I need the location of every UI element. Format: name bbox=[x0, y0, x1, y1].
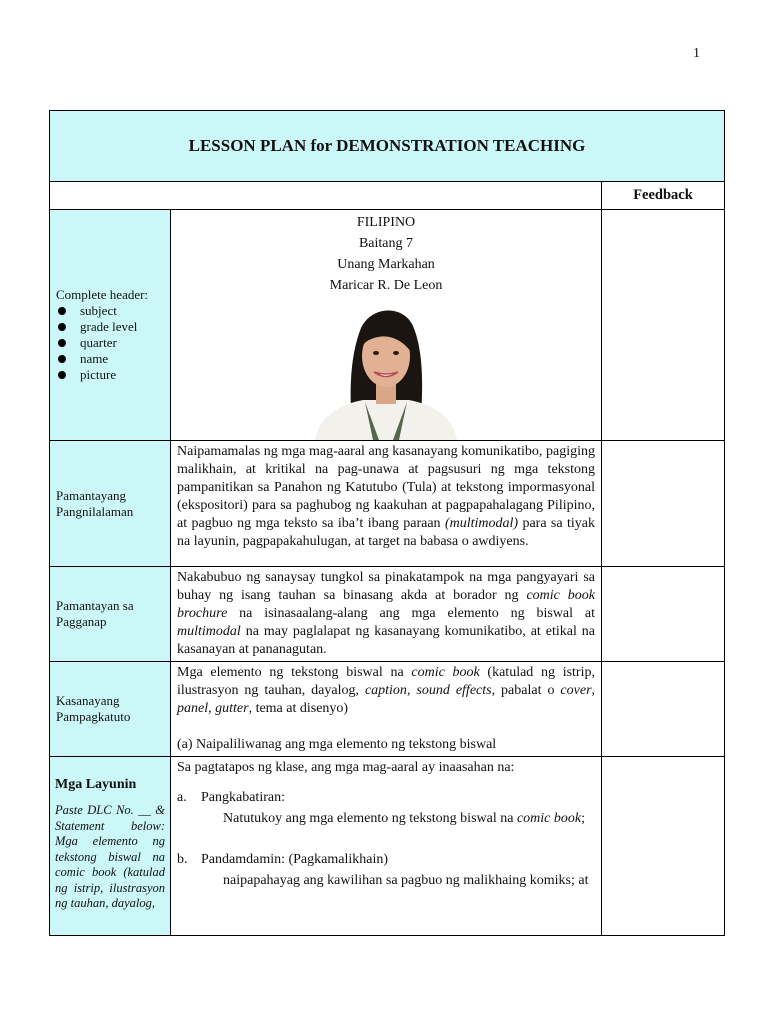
list-item: grade level bbox=[56, 319, 164, 335]
header-content-cell bbox=[171, 210, 602, 441]
kasanayan-label-cell: Kasanayang Pampagkatuto bbox=[50, 662, 171, 757]
objective-b-heading: b. Pandamdamin: (Pagkamalikhain) bbox=[177, 852, 389, 867]
layunin-label-cell bbox=[50, 757, 171, 936]
pagganap-row bbox=[50, 567, 725, 662]
pagganap-content: Nakabubuo ng sanaysay tungkol sa pinakatampok na mga pangyayari sa buhay ng isang tauhan sa binasang akda at borador ng comic book brochure na isinasaalang-alang ang mga elemento ng biswal at multimodal na may paglalapat ng kasanayang komunikatibo, at etikal na kasanayan at pananagutan. bbox=[171, 567, 602, 662]
objective-a-text: Natutukoy ang mga elemento ng tekstong biswal na comic book; bbox=[223, 811, 585, 826]
pangnilalaman-row bbox=[50, 441, 725, 567]
feedback-header: Feedback bbox=[602, 182, 725, 210]
quarter: Unang Markahan bbox=[337, 257, 435, 272]
dlc-note: Paste DLC No. __ & Statement below: Mga elemento ng tekstong biswal na comic book (katulad ng istrip, ilustrasyon ng tauhan, dayalog, bbox=[55, 803, 165, 910]
bullet-icon bbox=[58, 371, 66, 379]
page-number: 1 bbox=[693, 46, 700, 61]
bullet-icon bbox=[58, 307, 66, 315]
blank-header-cell bbox=[50, 182, 602, 210]
complete-header-label: Complete header: bbox=[56, 287, 149, 302]
bullet-icon bbox=[58, 339, 66, 347]
lesson-plan-table bbox=[49, 110, 725, 936]
list-item: subject bbox=[56, 303, 164, 319]
competency-item: (a) Naipaliliwanag ang mga elemento ng tekstong biswal bbox=[177, 737, 497, 752]
pangnilalaman-label-cell: Pamantayang Pangnilalaman bbox=[50, 441, 171, 567]
list-item: quarter bbox=[56, 335, 164, 351]
subject: FILIPINO bbox=[356, 215, 416, 230]
objective-a-heading: a. Pangkabatiran: bbox=[177, 790, 285, 805]
bullet-icon bbox=[58, 323, 66, 331]
lesson-plan-title: LESSON PLAN for DEMONSTRATION TEACHING bbox=[50, 111, 725, 182]
feedback-cell bbox=[602, 662, 725, 757]
teacher-name: Maricar R. De Leon bbox=[329, 278, 443, 293]
feedback-cell bbox=[602, 210, 725, 441]
feedback-cell bbox=[602, 567, 725, 662]
objectives-intro: Sa pagtatapos ng klase, ang mga mag-aaral ay inaasahan na: bbox=[177, 760, 515, 775]
pangnilalaman-content: Naipamamalas ng mga mag-aaral ang kasanayang komunikatibo, pagiging malikhain, at kritikal na pag-unawa at pagsusuri ng mga tekstong pampanitikan sa Panahon ng Katutubo (Tula) at tekstong impormasyonal (ekspositori) para sa paghubog ng kaakuhan at pagpapahalagang Pilipino, at pagbuo ng mga teksto sa iba’t ibang paraan (multimodal) para sa tiyak na layunin, pagpapakahulugan, at target na babasa o awdiyens. bbox=[171, 441, 602, 567]
kasanayan-row bbox=[50, 662, 725, 757]
header-row bbox=[50, 210, 725, 441]
pagganap-label-cell: Pamantayan sa Pagganap bbox=[50, 567, 171, 662]
kasanayan-content: Mga elemento ng tekstong biswal na comic book (katulad ng istrip, ilustrasyon ng tauhan, dayalog, caption, sound effects, pabalat o cover, panel, gutter, tema at disenyo) (a) Naipaliliwanag ang mga elemento ng tekstong biswal bbox=[171, 662, 602, 757]
teacher-photo bbox=[313, 298, 459, 440]
header-requirements-list bbox=[56, 303, 164, 383]
list-item: name bbox=[56, 351, 164, 367]
objective-b-text: naipapahayag ang kawilihan sa pagbuo ng malikhaing komiks; at bbox=[223, 873, 589, 888]
grade-level: Baitang 7 bbox=[358, 236, 414, 251]
layunin-content bbox=[171, 757, 602, 936]
list-item: picture bbox=[56, 367, 164, 383]
layunin-row bbox=[50, 757, 725, 936]
feedback-cell bbox=[602, 441, 725, 567]
header-label-cell bbox=[50, 210, 171, 441]
feedback-cell bbox=[602, 757, 725, 936]
feedback-header-row bbox=[50, 182, 725, 210]
bullet-icon bbox=[58, 355, 66, 363]
objectives-title: Mga Layunin bbox=[55, 777, 137, 792]
title-row bbox=[50, 111, 725, 182]
